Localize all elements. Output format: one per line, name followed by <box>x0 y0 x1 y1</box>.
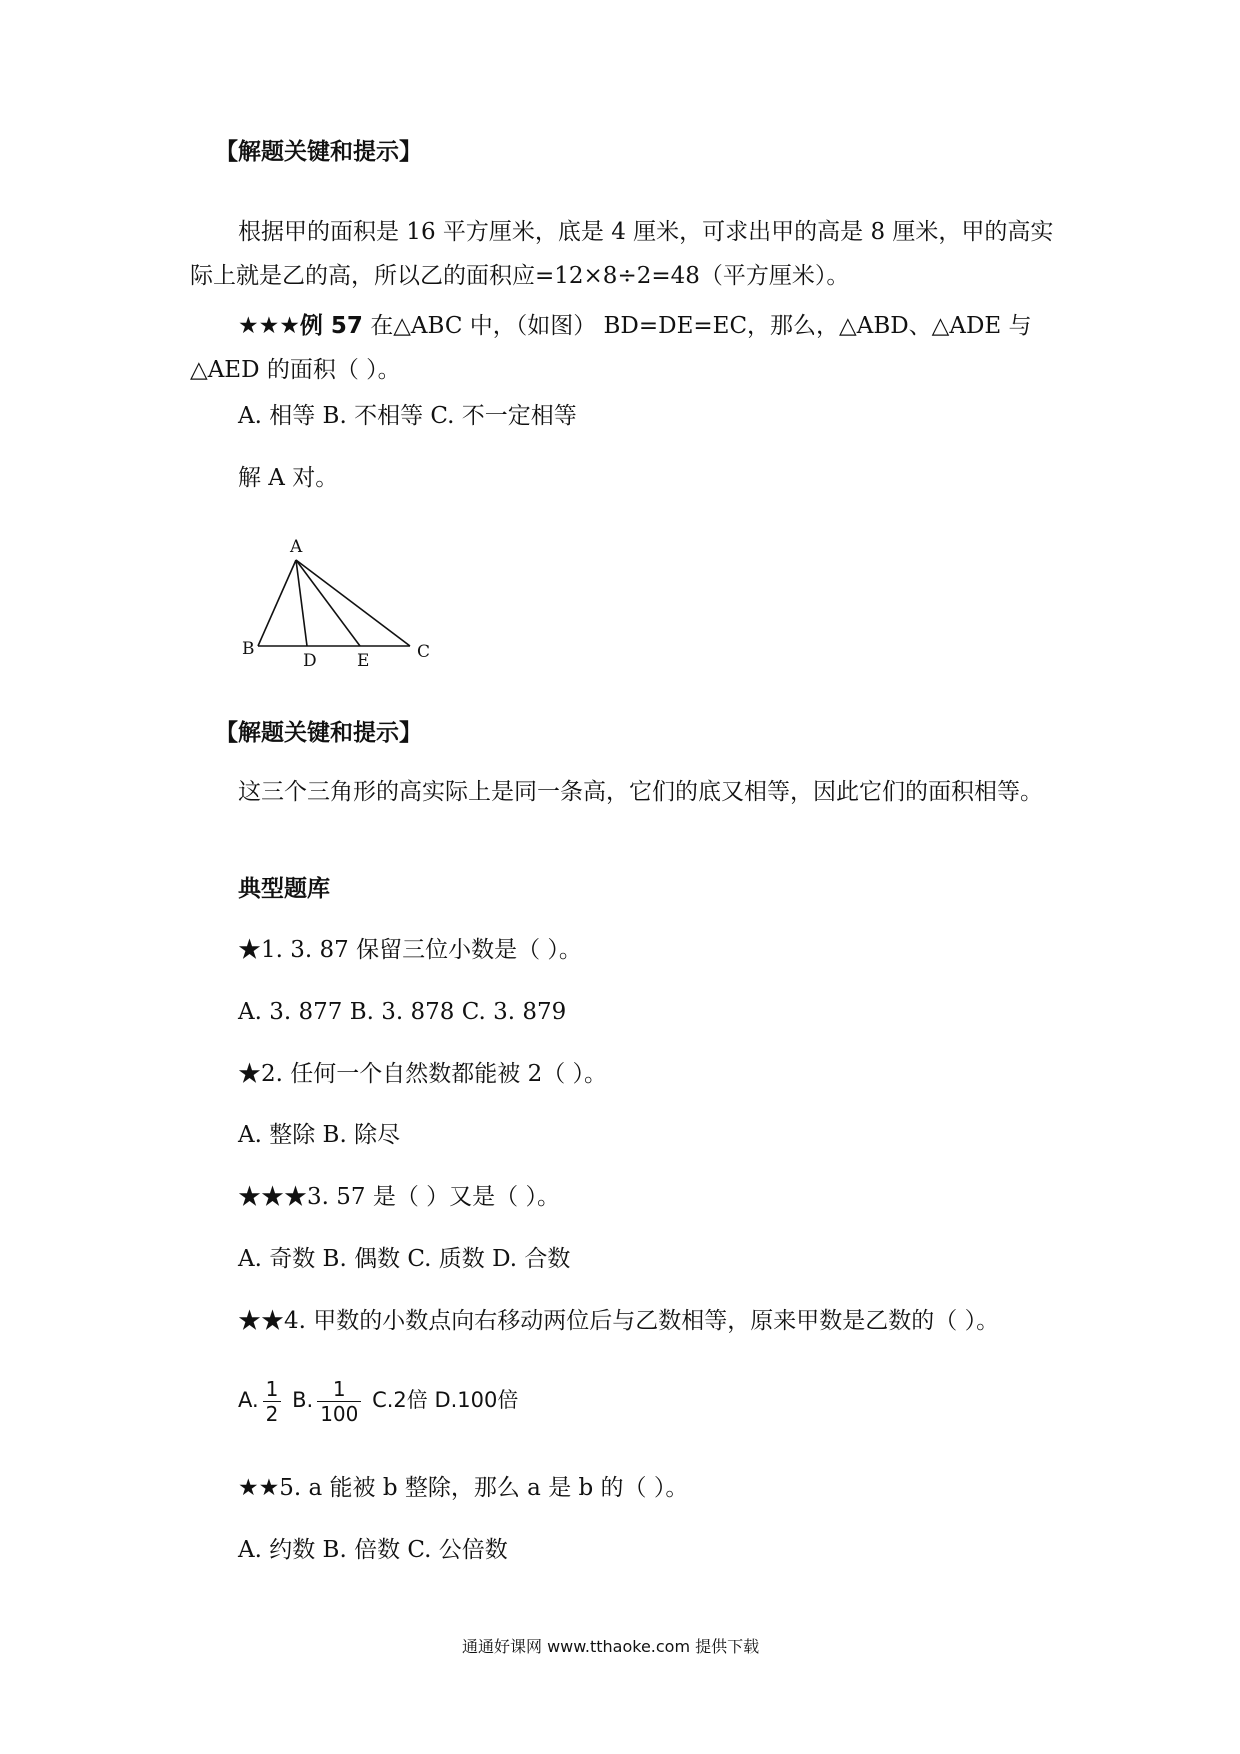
label-a: A <box>290 537 303 557</box>
label-d: D <box>303 651 317 671</box>
triangle-figure <box>230 520 450 680</box>
q2-question: ★2. 任何一个自然数都能被 2（ ）。 <box>238 1061 608 1087</box>
q3-question: ★★★3. 57 是（ ）又是（ ）。 <box>238 1184 560 1210</box>
q4-option-a-prefix: A. <box>238 1388 259 1412</box>
segment-ab <box>258 560 296 646</box>
section2-paragraph: 这三个三角形的高实际上是同一条高，它们的底又相等，因此它们的面积相等。 <box>238 779 1043 805</box>
bank-title: 典型题库 <box>238 876 330 902</box>
section1-paragraph: 根据甲的面积是 16 平方厘米，底是 4 厘米，可求出甲的高是 8 厘米，甲的高实际上就是乙的高，所以乙的面积应=12×8÷2=48（平方厘米）。 <box>190 219 1054 289</box>
label-b: B <box>242 639 255 659</box>
q4-options <box>238 1370 518 1430</box>
example57-block <box>190 304 1070 392</box>
q4-option-c: C.2倍 <box>372 1388 428 1412</box>
page-footer: 通通好课网 www.tthaoke.com 提供下载 <box>462 1637 760 1656</box>
example57-options: A. 相等 B. 不相等 C. 不一定相等 <box>238 403 577 429</box>
section2-heading: 【解题关键和提示】 <box>215 720 422 746</box>
q4-question: ★★4. 甲数的小数点向右移动两位后与乙数相等，原来甲数是乙数的（ ）。 <box>238 1308 1000 1334</box>
q4-option-b-fraction: $\frac{1}{100}$ <box>317 1377 361 1426</box>
example57-text: 在△ABC 中，（如图） BD=DE=EC，那么，△ABD、△ADE 与△AED 的面积（ ）。 <box>190 313 1032 383</box>
q4-option-d: D.100倍 <box>434 1388 519 1412</box>
segment-ac <box>296 560 410 646</box>
section1-heading: 【解题关键和提示】 <box>215 139 422 165</box>
q4-option-a-fraction: $\frac{1}{2}$ <box>263 1377 282 1426</box>
label-c: C <box>417 642 431 662</box>
q3-options: A. 奇数 B. 偶数 C. 质数 D. 合数 <box>238 1246 571 1272</box>
q5-options: A. 约数 B. 倍数 C. 公倍数 <box>238 1537 508 1563</box>
q5-question: ★★5. a 能被 b 整除，那么 a 是 b 的（ ）。 <box>238 1475 689 1501</box>
label-e: E <box>357 651 370 671</box>
example57-answer: 解 A 对。 <box>238 465 339 491</box>
example57-label: ★★★例 57 <box>238 313 363 339</box>
q4-option-b-prefix: B. <box>292 1388 314 1412</box>
q1-options: A. 3. 877 B. 3. 878 C. 3. 879 <box>238 999 567 1025</box>
q2-options: A. 整除 B. 除尽 <box>238 1122 401 1148</box>
q1-question: ★1. 3. 87 保留三位小数是（ ）。 <box>238 937 582 963</box>
